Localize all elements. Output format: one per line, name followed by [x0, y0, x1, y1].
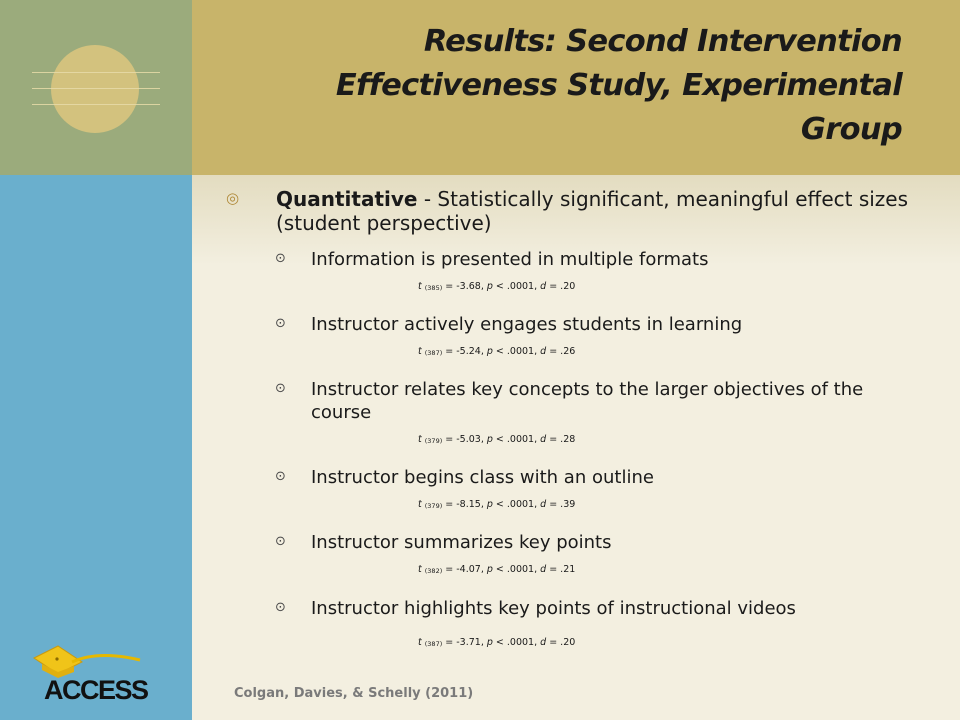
target-bullet-icon: ◎ — [226, 189, 240, 207]
decorative-line — [32, 88, 160, 89]
stat-d-value: = .21 — [546, 564, 576, 575]
list-item-text: Instructor summarizes key points — [311, 532, 612, 553]
stat-t: t — [418, 564, 422, 575]
circled-dot-bullet-icon: ⊙ — [275, 469, 286, 484]
stat-value: = -3.71, — [442, 637, 487, 648]
stat-df: (379) — [424, 437, 443, 445]
stat-value: = -5.03, — [442, 434, 487, 445]
stat-df: (379) — [424, 502, 443, 510]
stat-value: = -3.68, — [442, 281, 487, 292]
stat-p: p — [486, 346, 493, 357]
stat-p: p — [486, 281, 493, 292]
stat-d: d — [540, 637, 547, 648]
stat-d: d — [540, 499, 547, 510]
circled-dot-bullet-icon: ⊙ — [275, 534, 286, 549]
stat-d-value: = .28 — [546, 434, 576, 445]
stat-p-value: < .0001, — [492, 281, 541, 292]
stat-d: d — [540, 281, 547, 292]
stat-p-value: < .0001, — [492, 564, 541, 575]
list-item-text: Instructor relates key concepts to the larger objectives of the course — [311, 379, 864, 423]
stat-value: = -4.07, — [442, 564, 487, 575]
stat-p: p — [486, 499, 493, 510]
decorative-circle — [51, 45, 139, 133]
list-item-text: Information is presented in multiple formats — [311, 249, 709, 270]
stat-d: d — [540, 564, 547, 575]
stat-df: (382) — [424, 567, 443, 575]
stat-line — [418, 434, 575, 445]
header-left-block — [0, 0, 192, 175]
stat-d-value: = .20 — [546, 281, 576, 292]
stat-t: t — [418, 499, 422, 510]
stat-t: t — [418, 434, 422, 445]
decorative-line — [32, 104, 160, 105]
stat-df: (385) — [424, 284, 443, 292]
stat-p-value: < .0001, — [492, 346, 541, 357]
decorative-line — [32, 72, 160, 73]
stat-p: p — [486, 564, 493, 575]
circled-dot-bullet-icon: ⊙ — [275, 251, 286, 266]
stat-line — [418, 637, 575, 648]
list-item-text: Instructor begins class with an outline — [311, 467, 654, 488]
stat-p: p — [486, 434, 493, 445]
list-item-text: Instructor actively engages students in learning — [311, 314, 743, 335]
stat-value: = -8.15, — [442, 499, 487, 510]
circled-dot-bullet-icon: ⊙ — [275, 381, 286, 396]
stat-t: t — [418, 281, 422, 292]
stat-line — [418, 564, 575, 575]
main-bullet-text: - Statistically significant, meaningful effect sizes (student perspective) — [276, 187, 909, 235]
stat-t: t — [418, 346, 422, 357]
stat-line — [418, 346, 575, 357]
sidebar-panel — [0, 175, 192, 720]
stat-d-value: = .26 — [546, 346, 576, 357]
stat-line — [418, 499, 575, 510]
citation: Colgan, Davies, & Schelly (2011) — [234, 686, 474, 701]
stat-line — [418, 281, 575, 292]
stat-df: (387) — [424, 640, 443, 648]
stat-t: t — [418, 637, 422, 648]
stat-d-value: = .20 — [546, 637, 576, 648]
list-item-text: Instructor highlights key points of instructional videos — [311, 598, 796, 619]
main-bullet-label: Quantitative — [276, 187, 418, 211]
slide-title: Results: Second Intervention Effectiveness Study, Experimental Group — [335, 24, 902, 147]
stat-value: = -5.24, — [442, 346, 487, 357]
stat-df: (387) — [424, 349, 443, 357]
stat-p-value: < .0001, — [492, 434, 541, 445]
stat-d-value: = .39 — [546, 499, 576, 510]
logo-text: ACCESS — [44, 675, 148, 705]
stat-d: d — [540, 434, 547, 445]
stat-p: p — [486, 637, 493, 648]
stat-d: d — [540, 346, 547, 357]
circled-dot-bullet-icon: ⊙ — [275, 316, 286, 331]
circled-dot-bullet-icon: ⊙ — [275, 600, 286, 615]
stat-p-value: < .0001, — [492, 499, 541, 510]
stat-p-value: < .0001, — [492, 637, 541, 648]
